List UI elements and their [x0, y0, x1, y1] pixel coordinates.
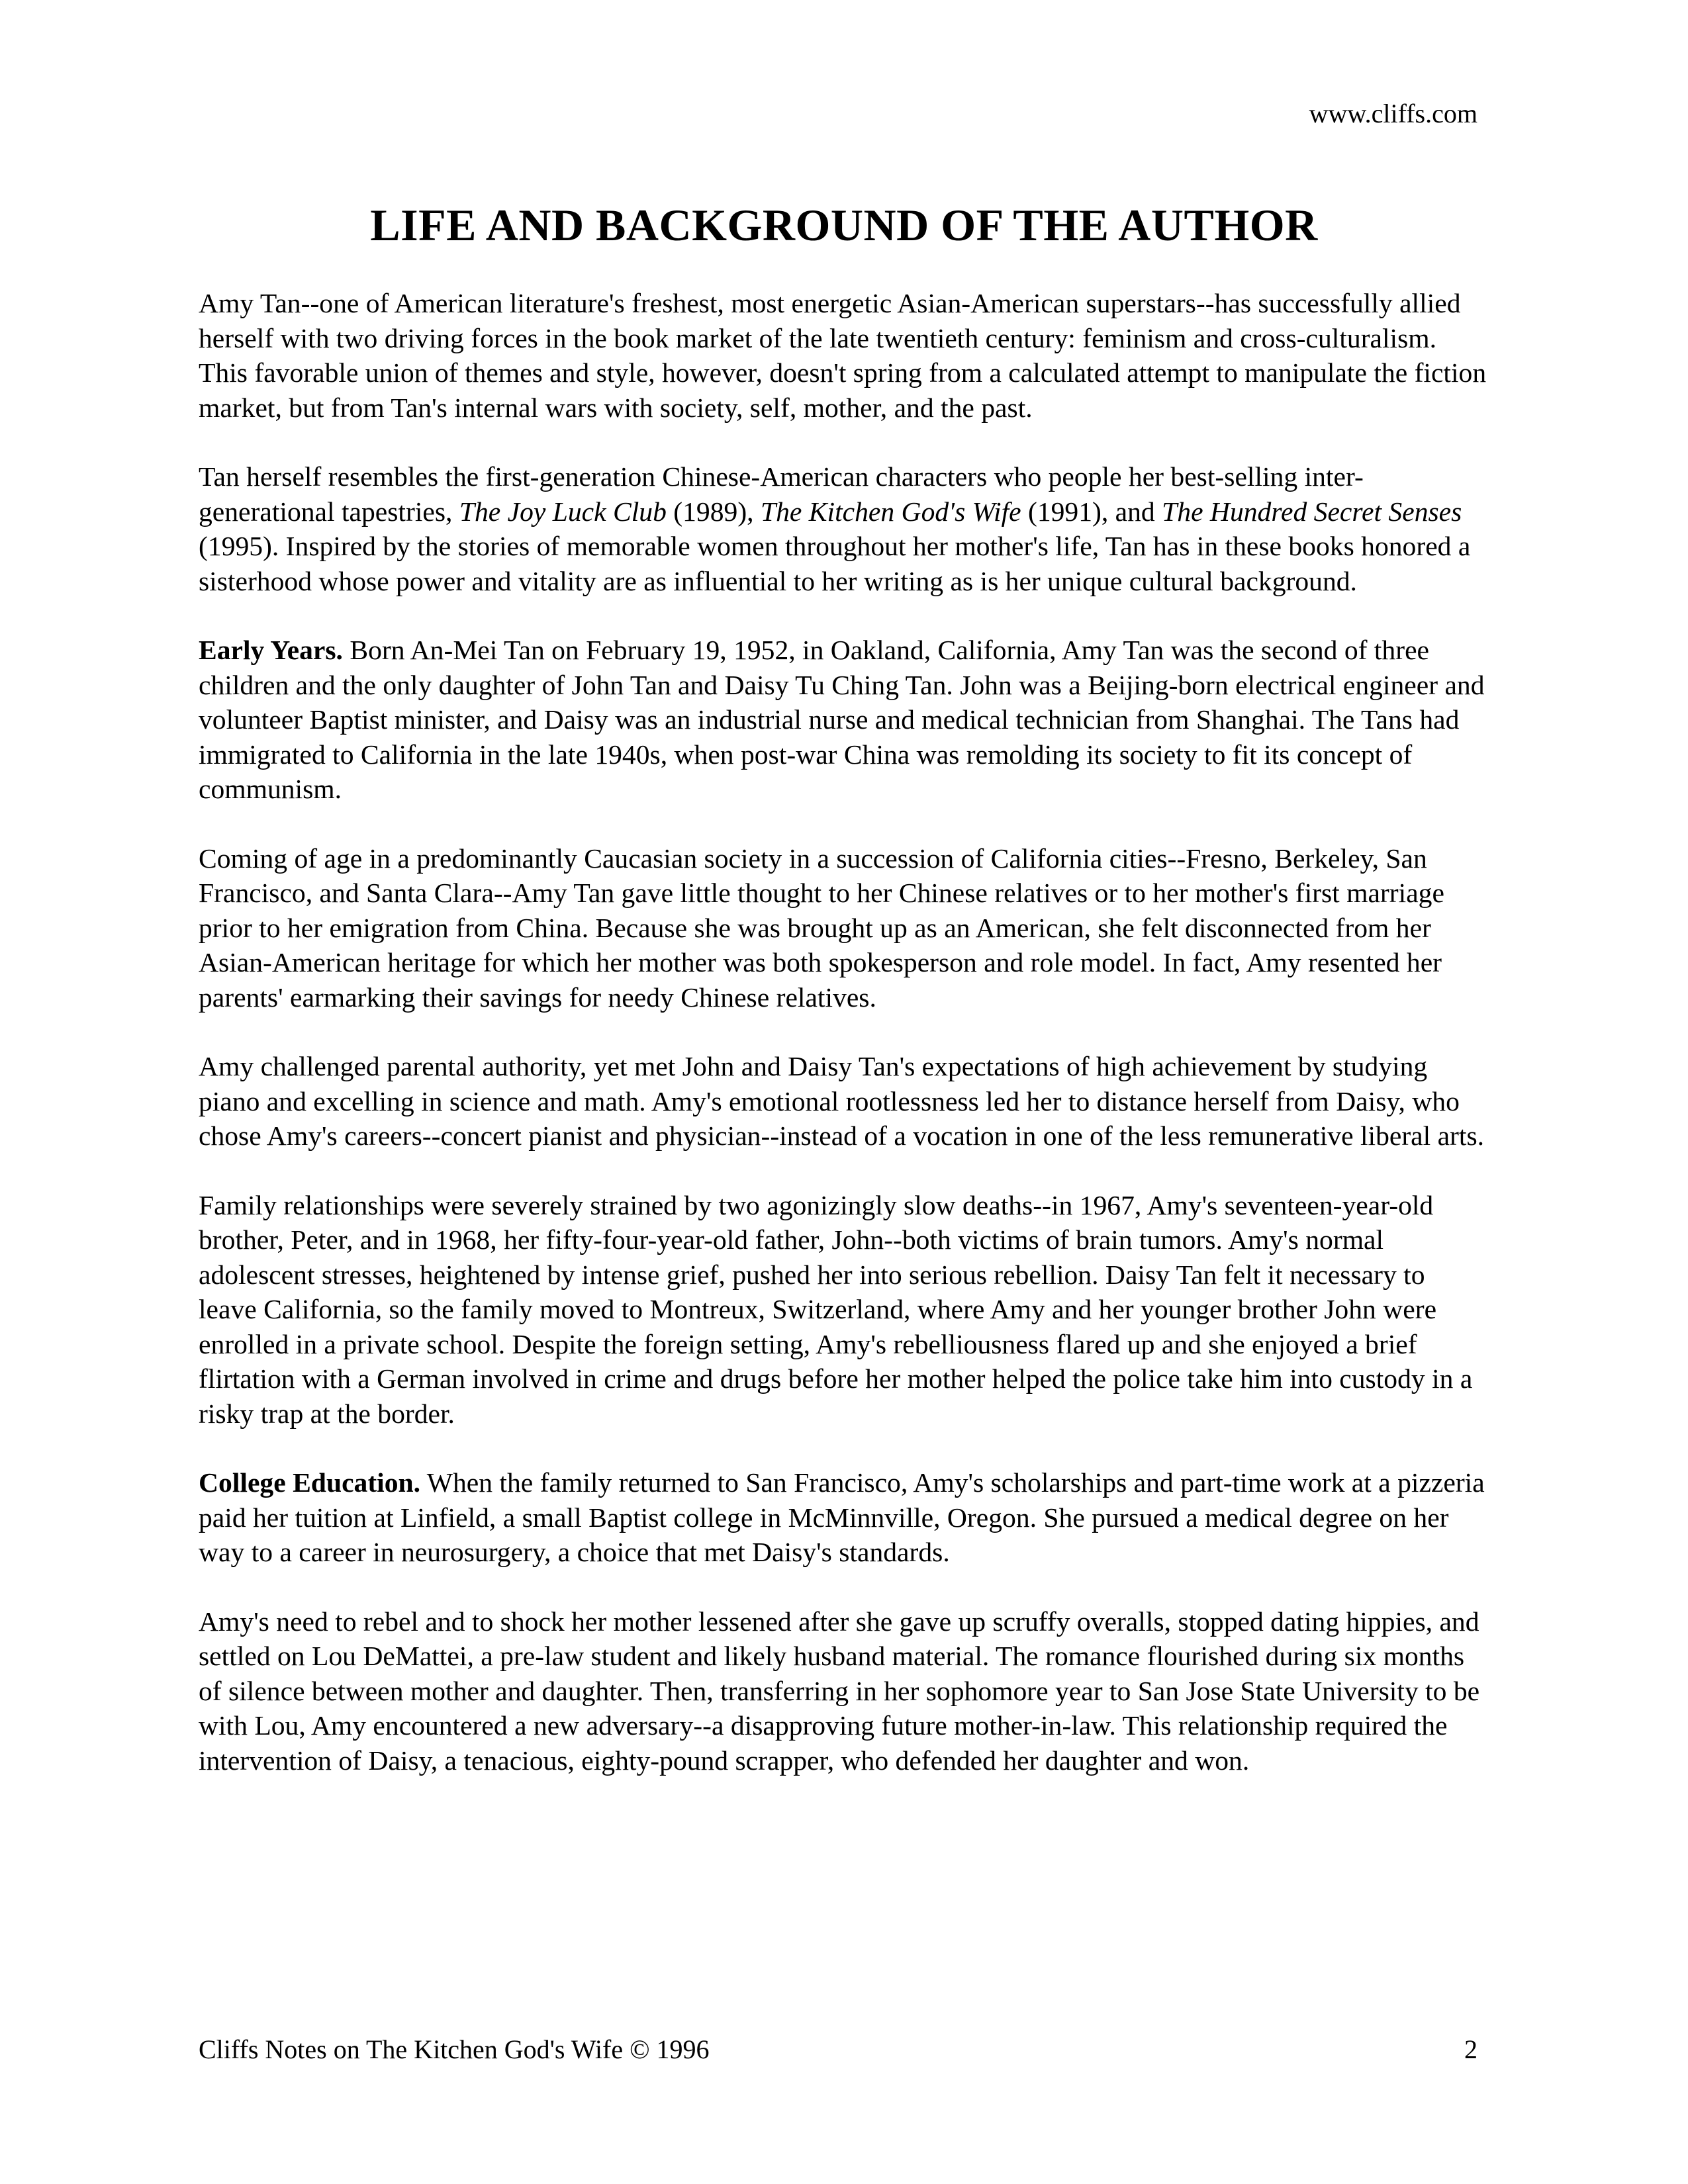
page-title: LIFE AND BACKGROUND OF THE AUTHOR — [370, 200, 1318, 250]
college-education-text: When the family returned to San Francisco, Amy's scholarships and part-time work at a pizzeria paid her tuition at Linfield, a small Baptist college in McMinnville, Oregon. She pursued a medical degree on her way to a career in neurosurgery, a choice that met Daisy's standards. — [199, 1467, 1485, 1567]
books-text-4: (1995). Inspired by the stories of memorable women throughout her mother's life, Tan has in these books honored a sisterhood whose power and vitality are as influential to her writing as is her unique cultural background. — [199, 531, 1471, 596]
books-text-3: (1991), and — [1021, 496, 1162, 527]
book-title-kitchen-gods-wife: The Kitchen God's Wife — [760, 496, 1021, 527]
paragraph-intro: Amy Tan--one of American literature's freshest, most energetic Asian-American superstars--has successfully allied herself with two driving forces in the book market of the late twentieth century: feminism and cross-culturalism. This favorable union of themes and style, however, doesn't spring from a calculated attempt to manipulate the fiction market, but from Tan's internal wars with society, self, mother, and the past. — [199, 288, 1487, 423]
paragraph-coming-of-age: Coming of age in a predominantly Caucasian society in a succession of California cities--Fresno, Berkeley, San Francisco, and Santa Clara--Amy Tan gave little thought to her Chinese relatives or to her mother's first marriage prior to her emigration from China. Because she was brought up as an American, she felt disconnected from her Asian-American heritage for which her mother was both spokesperson and role model. In fact, Amy resented her parents' earmarking their savings for needy Chinese relatives. — [199, 842, 1444, 1013]
section-heading-college-education: College Education. — [199, 1467, 421, 1498]
body-text — [199, 286, 1489, 1812]
books-text-1: Tan herself resembles the first-generation Chinese-American characters who people her best-selling inter-generational tapestries, — [199, 461, 1364, 527]
paragraph-college-education — [199, 1465, 1489, 1570]
early-years-text: Born An-Mei Tan on February 19, 1952, in Oakland, California, Amy Tan was the second of three children and the only daughter of John Tan and Daisy Tu Ching Tan. John was a Beijing-born electrical engineer and volunteer Baptist minister, and Daisy was an industrial nurse and medical technician from Shanghai. The Tans had immigrated to California in the late 1940s, when post-war China was remolding its society to fit its concept of communism. — [199, 635, 1485, 804]
footer-source: Cliffs Notes on The Kitchen God's Wife © 1996 — [199, 2034, 710, 2064]
paragraph-early-years — [199, 633, 1489, 807]
paragraph-parental-authority: Amy challenged parental authority, yet met John and Daisy Tan's expectations of high achievement by studying piano and excelling in science and math. Amy's emotional rootlessness led her to distance herself from Daisy, who chose Amy's careers--concert pianist and physician--instead of a vocation in one of the less remunerative liberal arts. — [199, 1051, 1485, 1151]
book-title-hundred-secret-senses: The Hundred Secret Senses — [1162, 496, 1462, 527]
paragraph-books — [199, 459, 1489, 598]
site-url: www.cliffs.com — [1309, 99, 1477, 128]
books-text-2: (1989), — [666, 496, 761, 527]
paragraph-family-relationships: Family relationships were severely strained by two agonizingly slow deaths--in 1967, Amy's seventeen-year-old brother, Peter, and in 1968, her fifty-four-year-old father, John--both victims of brain tumors. Amy's normal adolescent stresses, heightened by intense grief, pushed her into serious rebellion. Daisy Tan felt it necessary to leave California, so the family moved to Montreux, Switzerland, where Amy and her younger brother John were enrolled in a private school. Despite the foreign setting, Amy's rebelliousness flared up and she enjoyed a brief flirtation with a German involved in crime and drugs before her mother helped the police take him into custody in a risky trap at the border. — [199, 1189, 1473, 1429]
section-heading-early-years: Early Years. — [199, 635, 343, 665]
paragraph-lou-demattei: Amy's need to rebel and to shock her mother lessened after she gave up scruffy overalls, stopped dating hippies, and settled on Lou DeMattei, a pre-law student and likely husband material. The romance flourished during six months of silence between mother and daughter. Then, transferring in her sophomore year to San Jose State University to be with Lou, Amy encountered a new adversary--a disapproving future mother-in-law. This relationship required the intervention of Daisy, a tenacious, eighty-pound scrapper, who defended her daughter and won. — [199, 1606, 1480, 1776]
book-title-joy-luck-club: The Joy Luck Club — [459, 496, 667, 527]
page-number: 2 — [1464, 2034, 1477, 2064]
